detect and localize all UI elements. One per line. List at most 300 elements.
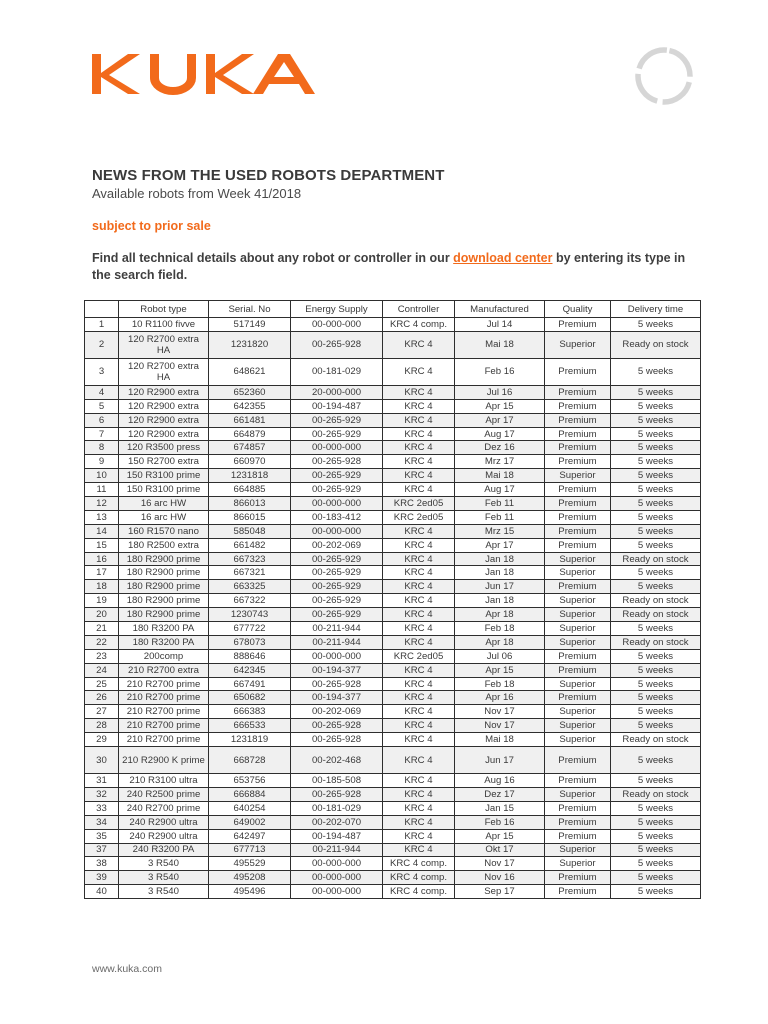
cell-serial-no: 674857: [209, 441, 291, 455]
cell-robot-type: 210 R2700 prime: [119, 691, 209, 705]
cell-robot-type: 210 R2900 K prime: [119, 747, 209, 774]
cell-serial-no: 667321: [209, 566, 291, 580]
cell-manufactured: Jun 17: [455, 747, 545, 774]
cell-controller: KRC 4: [383, 829, 455, 843]
cell-controller: KRC 4: [383, 774, 455, 788]
cell-manufactured: Mrz 17: [455, 455, 545, 469]
cell-serial-no: 677722: [209, 622, 291, 636]
cell-controller: KRC 4: [383, 815, 455, 829]
cell-quality: Superior: [545, 719, 611, 733]
cell-manufactured: Mai 18: [455, 469, 545, 483]
table-row: [85, 663, 701, 677]
cell-robot-type: 3 R540: [119, 857, 209, 871]
cell-manufactured: Feb 11: [455, 497, 545, 511]
table-row: [85, 552, 701, 566]
cell-serial-no: 495496: [209, 885, 291, 899]
cell-row-number: 13: [85, 510, 119, 524]
cell-quality: Premium: [545, 427, 611, 441]
cell-controller: KRC 4: [383, 441, 455, 455]
cell-manufactured: Feb 11: [455, 510, 545, 524]
cell-serial-no: 517149: [209, 318, 291, 332]
cell-delivery-time: 5 weeks: [611, 399, 701, 413]
cell-energy-supply: 00-185-508: [291, 774, 383, 788]
cell-robot-type: 240 R2700 prime: [119, 801, 209, 815]
cell-serial-no: 650682: [209, 691, 291, 705]
cell-energy-supply: 00-000-000: [291, 318, 383, 332]
table-row: [85, 622, 701, 636]
cell-energy-supply: 00-000-000: [291, 524, 383, 538]
cell-robot-type: 120 R2900 extra: [119, 399, 209, 413]
cell-energy-supply: 00-265-928: [291, 455, 383, 469]
cell-energy-supply: 00-000-000: [291, 871, 383, 885]
cell-manufactured: Nov 16: [455, 871, 545, 885]
table-row: [85, 787, 701, 801]
table-row: [85, 510, 701, 524]
cell-delivery-time: 5 weeks: [611, 538, 701, 552]
cell-delivery-time: 5 weeks: [611, 483, 701, 497]
cell-controller: KRC 4: [383, 427, 455, 441]
table-row: [85, 719, 701, 733]
cell-manufactured: Apr 15: [455, 399, 545, 413]
cell-delivery-time: 5 weeks: [611, 622, 701, 636]
cell-manufactured: Nov 17: [455, 705, 545, 719]
cell-quality: Premium: [545, 358, 611, 385]
cell-delivery-time: Ready on stock: [611, 733, 701, 747]
cell-serial-no: 660970: [209, 455, 291, 469]
cell-delivery-time: 5 weeks: [611, 871, 701, 885]
cell-controller: KRC 4: [383, 331, 455, 358]
cell-energy-supply: 00-265-929: [291, 413, 383, 427]
cell-manufactured: Feb 16: [455, 358, 545, 385]
cell-robot-type: 120 R2900 extra: [119, 427, 209, 441]
cell-controller: KRC 4 comp.: [383, 885, 455, 899]
cell-robot-type: 180 R2900 prime: [119, 594, 209, 608]
cell-row-number: 4: [85, 385, 119, 399]
cell-energy-supply: 00-265-929: [291, 483, 383, 497]
cell-serial-no: 1230743: [209, 608, 291, 622]
cell-robot-type: 180 R2900 prime: [119, 608, 209, 622]
cell-robot-type: 210 R3100 ultra: [119, 774, 209, 788]
cell-energy-supply: 00-000-000: [291, 857, 383, 871]
cell-row-number: 30: [85, 747, 119, 774]
cell-controller: KRC 4: [383, 747, 455, 774]
cell-serial-no: 668728: [209, 747, 291, 774]
cell-robot-type: 180 R3200 PA: [119, 622, 209, 636]
cell-delivery-time: 5 weeks: [611, 455, 701, 469]
cell-delivery-time: 5 weeks: [611, 719, 701, 733]
cell-robot-type: 210 R2700 prime: [119, 733, 209, 747]
cell-quality: Premium: [545, 441, 611, 455]
cell-row-number: 33: [85, 801, 119, 815]
cell-serial-no: 666884: [209, 787, 291, 801]
page-title: NEWS FROM THE USED ROBOTS DEPARTMENT: [92, 167, 445, 184]
cell-quality: Premium: [545, 829, 611, 843]
cell-controller: KRC 4: [383, 580, 455, 594]
cell-row-number: 29: [85, 733, 119, 747]
cell-robot-type: 200comp: [119, 649, 209, 663]
cell-controller: KRC 4 comp.: [383, 857, 455, 871]
kuka-logo-mark: [92, 52, 326, 98]
cell-controller: KRC 4 comp.: [383, 318, 455, 332]
cell-manufactured: Feb 18: [455, 677, 545, 691]
cell-manufactured: Apr 17: [455, 413, 545, 427]
cell-row-number: 2: [85, 331, 119, 358]
cell-delivery-time: 5 weeks: [611, 441, 701, 455]
cell-serial-no: 649002: [209, 815, 291, 829]
cell-row-number: 26: [85, 691, 119, 705]
cell-row-number: 21: [85, 622, 119, 636]
table-row: [85, 399, 701, 413]
table-row: [85, 566, 701, 580]
robots-table: [84, 300, 701, 899]
cell-robot-type: 120 R2900 extra: [119, 413, 209, 427]
column-header-delivery-time: Delivery time: [611, 301, 701, 318]
sale-note: subject to prior sale: [92, 219, 211, 233]
table-header-row: [85, 301, 701, 318]
cell-energy-supply: 00-265-928: [291, 719, 383, 733]
cell-delivery-time: 5 weeks: [611, 524, 701, 538]
cell-serial-no: 888646: [209, 649, 291, 663]
cell-energy-supply: 00-202-069: [291, 705, 383, 719]
cell-delivery-time: 5 weeks: [611, 649, 701, 663]
cell-row-number: 11: [85, 483, 119, 497]
cell-controller: KRC 4: [383, 691, 455, 705]
table-row: [85, 469, 701, 483]
cell-serial-no: 495529: [209, 857, 291, 871]
table-row: [85, 385, 701, 399]
cell-energy-supply: 00-211-944: [291, 622, 383, 636]
cell-quality: Superior: [545, 787, 611, 801]
table-row: [85, 635, 701, 649]
cell-serial-no: 666383: [209, 705, 291, 719]
cell-quality: Premium: [545, 801, 611, 815]
cell-robot-type: 180 R2900 prime: [119, 552, 209, 566]
column-header-controller: Controller: [383, 301, 455, 318]
cell-manufactured: Aug 16: [455, 774, 545, 788]
cell-delivery-time: 5 weeks: [611, 663, 701, 677]
cell-controller: KRC 4: [383, 719, 455, 733]
cell-quality: Superior: [545, 552, 611, 566]
cell-controller: KRC 4: [383, 663, 455, 677]
cell-delivery-time: 5 weeks: [611, 427, 701, 441]
cell-controller: KRC 4: [383, 594, 455, 608]
cell-delivery-time: 5 weeks: [611, 801, 701, 815]
page-subtitle: Available robots from Week 41/2018: [92, 186, 302, 201]
cell-robot-type: 120 R2700 extra HA: [119, 358, 209, 385]
table-row: [85, 829, 701, 843]
table-row: [85, 747, 701, 774]
cell-robot-type: 150 R3100 prime: [119, 469, 209, 483]
cell-row-number: 25: [85, 677, 119, 691]
cell-serial-no: 866013: [209, 497, 291, 511]
cell-controller: KRC 4: [383, 385, 455, 399]
cell-row-number: 17: [85, 566, 119, 580]
cell-energy-supply: 00-000-000: [291, 441, 383, 455]
cell-delivery-time: Ready on stock: [611, 331, 701, 358]
cell-delivery-time: Ready on stock: [611, 608, 701, 622]
cell-delivery-time: 5 weeks: [611, 385, 701, 399]
cell-robot-type: 240 R2500 prime: [119, 787, 209, 801]
table-row: [85, 331, 701, 358]
cell-energy-supply: 00-194-487: [291, 829, 383, 843]
cell-energy-supply: 00-265-929: [291, 580, 383, 594]
table-row: [85, 524, 701, 538]
cell-energy-supply: 00-265-929: [291, 566, 383, 580]
cell-energy-supply: 00-265-929: [291, 427, 383, 441]
cell-quality: Superior: [545, 608, 611, 622]
table-row: [85, 857, 701, 871]
cell-serial-no: 1231818: [209, 469, 291, 483]
cell-delivery-time: 5 weeks: [611, 829, 701, 843]
cell-delivery-time: 5 weeks: [611, 566, 701, 580]
column-header-serial-no: Serial. No: [209, 301, 291, 318]
cell-serial-no: 642497: [209, 829, 291, 843]
table-row: [85, 649, 701, 663]
cell-manufactured: Feb 18: [455, 622, 545, 636]
kuka-logo: [92, 52, 326, 98]
cell-delivery-time: Ready on stock: [611, 787, 701, 801]
cell-quality: Superior: [545, 843, 611, 857]
cell-robot-type: 10 R1100 fivve: [119, 318, 209, 332]
cell-quality: Superior: [545, 331, 611, 358]
table-row: [85, 691, 701, 705]
cell-delivery-time: Ready on stock: [611, 635, 701, 649]
cell-robot-type: 240 R3200 PA: [119, 843, 209, 857]
cell-quality: Premium: [545, 774, 611, 788]
cell-serial-no: 666533: [209, 719, 291, 733]
cell-energy-supply: 20-000-000: [291, 385, 383, 399]
cell-serial-no: 653756: [209, 774, 291, 788]
cell-quality: Premium: [545, 815, 611, 829]
cell-energy-supply: 00-265-928: [291, 677, 383, 691]
cell-quality: Superior: [545, 469, 611, 483]
cell-robot-type: 3 R540: [119, 871, 209, 885]
cell-robot-type: 210 R2700 prime: [119, 677, 209, 691]
cell-quality: Premium: [545, 497, 611, 511]
table-row: [85, 594, 701, 608]
cell-manufactured: Jan 15: [455, 801, 545, 815]
cell-quality: Premium: [545, 399, 611, 413]
cell-manufactured: Sep 17: [455, 885, 545, 899]
cell-delivery-time: 5 weeks: [611, 510, 701, 524]
table-row: [85, 538, 701, 552]
cell-controller: KRC 2ed05: [383, 497, 455, 511]
cell-delivery-time: 5 weeks: [611, 843, 701, 857]
table-row: [85, 413, 701, 427]
cell-row-number: 39: [85, 871, 119, 885]
cell-controller: KRC 4: [383, 358, 455, 385]
cell-delivery-time: 5 weeks: [611, 885, 701, 899]
cell-energy-supply: 00-211-944: [291, 635, 383, 649]
cell-row-number: 27: [85, 705, 119, 719]
cell-energy-supply: 00-194-487: [291, 399, 383, 413]
cell-quality: Premium: [545, 510, 611, 524]
cell-energy-supply: 00-000-000: [291, 649, 383, 663]
table-row: [85, 497, 701, 511]
cell-serial-no: 667322: [209, 594, 291, 608]
cell-row-number: 19: [85, 594, 119, 608]
cell-robot-type: 160 R1570 nano: [119, 524, 209, 538]
cell-quality: Premium: [545, 385, 611, 399]
cell-energy-supply: 00-194-377: [291, 663, 383, 677]
cell-quality: Superior: [545, 677, 611, 691]
cell-row-number: 20: [85, 608, 119, 622]
cell-manufactured: Mrz 15: [455, 524, 545, 538]
cell-quality: Premium: [545, 580, 611, 594]
cell-energy-supply: 00-265-928: [291, 787, 383, 801]
download-center-link[interactable]: download center: [453, 251, 553, 265]
cell-energy-supply: 00-202-468: [291, 747, 383, 774]
table-row: [85, 441, 701, 455]
cell-energy-supply: 00-265-929: [291, 594, 383, 608]
table-row: [85, 705, 701, 719]
cell-robot-type: 120 R2900 extra: [119, 385, 209, 399]
cell-energy-supply: 00-000-000: [291, 885, 383, 899]
cell-quality: Premium: [545, 747, 611, 774]
table-row: [85, 815, 701, 829]
cell-serial-no: 1231819: [209, 733, 291, 747]
cell-robot-type: 150 R2700 extra: [119, 455, 209, 469]
column-header-energy-supply: Energy Supply: [291, 301, 383, 318]
cell-controller: KRC 4: [383, 399, 455, 413]
cell-quality: Premium: [545, 455, 611, 469]
cell-delivery-time: 5 weeks: [611, 815, 701, 829]
cell-manufactured: Apr 16: [455, 691, 545, 705]
cell-row-number: 16: [85, 552, 119, 566]
cell-energy-supply: 00-265-929: [291, 608, 383, 622]
cell-controller: KRC 4 comp.: [383, 871, 455, 885]
cell-manufactured: Apr 15: [455, 829, 545, 843]
cell-row-number: 37: [85, 843, 119, 857]
cell-delivery-time: 5 weeks: [611, 580, 701, 594]
cell-energy-supply: 00-181-029: [291, 358, 383, 385]
cell-manufactured: Nov 17: [455, 857, 545, 871]
cell-delivery-time: Ready on stock: [611, 552, 701, 566]
cell-controller: KRC 4: [383, 705, 455, 719]
column-header-row-number: [85, 301, 119, 318]
cell-energy-supply: 00-202-070: [291, 815, 383, 829]
cell-quality: Superior: [545, 622, 611, 636]
cell-manufactured: Apr 17: [455, 538, 545, 552]
table-row: [85, 843, 701, 857]
cell-manufactured: Okt 17: [455, 843, 545, 857]
cell-quality: Superior: [545, 733, 611, 747]
cell-row-number: 23: [85, 649, 119, 663]
cell-robot-type: 210 R2700 prime: [119, 705, 209, 719]
cell-robot-type: 120 R3500 press: [119, 441, 209, 455]
cell-manufactured: Jul 16: [455, 385, 545, 399]
cell-serial-no: 1231820: [209, 331, 291, 358]
cell-row-number: 28: [85, 719, 119, 733]
cell-manufactured: Aug 17: [455, 483, 545, 497]
cell-delivery-time: 5 weeks: [611, 497, 701, 511]
cell-serial-no: 677713: [209, 843, 291, 857]
cell-robot-type: 180 R3200 PA: [119, 635, 209, 649]
cell-delivery-time: Ready on stock: [611, 594, 701, 608]
table-row: [85, 427, 701, 441]
cell-controller: KRC 4: [383, 469, 455, 483]
cell-robot-type: 180 R2900 prime: [119, 580, 209, 594]
table-row: [85, 677, 701, 691]
cell-quality: Premium: [545, 413, 611, 427]
cell-serial-no: 642345: [209, 663, 291, 677]
cell-serial-no: 866015: [209, 510, 291, 524]
cell-row-number: 6: [85, 413, 119, 427]
cell-row-number: 24: [85, 663, 119, 677]
cell-manufactured: Jul 14: [455, 318, 545, 332]
cell-robot-type: 180 R2500 extra: [119, 538, 209, 552]
cell-manufactured: Jul 06: [455, 649, 545, 663]
cell-robot-type: 120 R2700 extra HA: [119, 331, 209, 358]
cell-serial-no: 661482: [209, 538, 291, 552]
cell-serial-no: 648621: [209, 358, 291, 385]
cell-quality: Superior: [545, 705, 611, 719]
cell-quality: Premium: [545, 538, 611, 552]
cell-serial-no: 495208: [209, 871, 291, 885]
cell-quality: Superior: [545, 857, 611, 871]
cell-manufactured: Jan 18: [455, 552, 545, 566]
table-row: [85, 885, 701, 899]
cell-quality: Premium: [545, 871, 611, 885]
cell-controller: KRC 4: [383, 455, 455, 469]
cell-robot-type: 240 R2900 ultra: [119, 815, 209, 829]
cell-quality: Premium: [545, 663, 611, 677]
cell-serial-no: 664879: [209, 427, 291, 441]
cell-serial-no: 678073: [209, 635, 291, 649]
cell-quality: Premium: [545, 524, 611, 538]
cell-controller: KRC 4: [383, 483, 455, 497]
cell-controller: KRC 2ed05: [383, 510, 455, 524]
cell-controller: KRC 4: [383, 677, 455, 691]
cell-manufactured: Dez 17: [455, 787, 545, 801]
cell-energy-supply: 00-181-029: [291, 801, 383, 815]
cell-row-number: 15: [85, 538, 119, 552]
cell-manufactured: Mai 18: [455, 331, 545, 358]
column-header-manufactured: Manufactured: [455, 301, 545, 318]
cell-manufactured: Apr 18: [455, 608, 545, 622]
cell-robot-type: 210 R2700 extra: [119, 663, 209, 677]
cell-controller: KRC 4: [383, 733, 455, 747]
footer-website: www.kuka.com: [92, 963, 163, 975]
table-row: [85, 774, 701, 788]
table-row: [85, 871, 701, 885]
cell-robot-type: 16 arc HW: [119, 497, 209, 511]
table-row: [85, 733, 701, 747]
cell-manufactured: Feb 16: [455, 815, 545, 829]
cell-energy-supply: 00-194-377: [291, 691, 383, 705]
table-body: [85, 318, 701, 899]
cell-energy-supply: 00-265-929: [291, 469, 383, 483]
cell-robot-type: 240 R2900 ultra: [119, 829, 209, 843]
cell-row-number: 1: [85, 318, 119, 332]
cell-row-number: 34: [85, 815, 119, 829]
cell-row-number: 38: [85, 857, 119, 871]
cell-row-number: 9: [85, 455, 119, 469]
table-row: [85, 455, 701, 469]
cell-controller: KRC 4: [383, 608, 455, 622]
cell-serial-no: 664885: [209, 483, 291, 497]
cell-quality: Premium: [545, 885, 611, 899]
column-header-robot-type: Robot type: [119, 301, 209, 318]
cell-robot-type: 150 R3100 prime: [119, 483, 209, 497]
intro-paragraph: [92, 250, 688, 284]
cell-quality: Premium: [545, 691, 611, 705]
cell-delivery-time: 5 weeks: [611, 413, 701, 427]
cell-serial-no: 640254: [209, 801, 291, 815]
cell-controller: KRC 4: [383, 524, 455, 538]
cell-manufactured: Jan 18: [455, 594, 545, 608]
cell-robot-type: 16 arc HW: [119, 510, 209, 524]
